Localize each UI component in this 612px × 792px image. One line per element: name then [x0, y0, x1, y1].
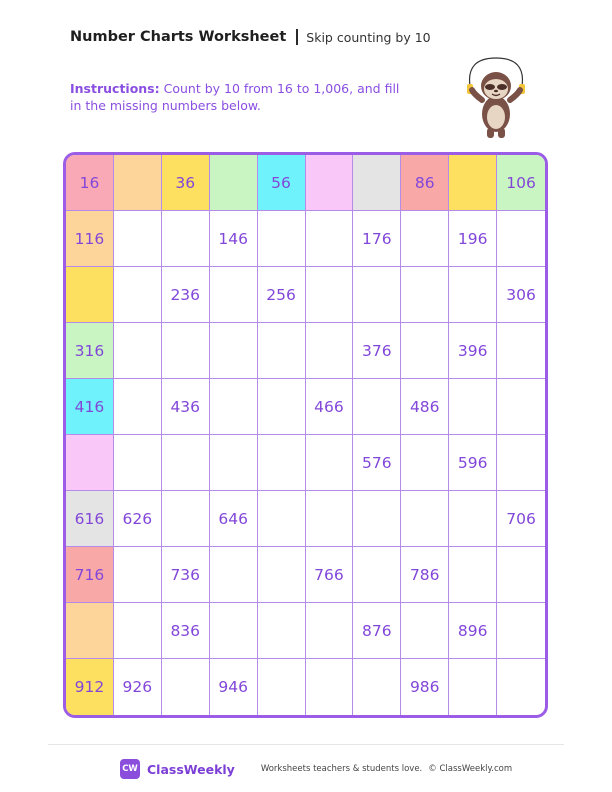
- grid-cell[interactable]: [258, 491, 306, 547]
- grid-cell[interactable]: [306, 155, 354, 211]
- grid-cell[interactable]: [114, 155, 162, 211]
- footer: [120, 758, 512, 780]
- worksheet-header: [70, 26, 431, 48]
- grid-cell: 896: [449, 603, 497, 659]
- grid-cell[interactable]: [497, 603, 545, 659]
- grid-cell[interactable]: [114, 547, 162, 603]
- grid-cell[interactable]: [497, 547, 545, 603]
- grid-cell[interactable]: [353, 155, 401, 211]
- grid-cell[interactable]: [66, 603, 114, 659]
- grid-cell[interactable]: [210, 155, 258, 211]
- grid-cell: 116: [66, 211, 114, 267]
- grid-cell[interactable]: [401, 603, 449, 659]
- grid-cell[interactable]: [497, 323, 545, 379]
- instructions-label: Instructions:: [70, 81, 160, 96]
- grid-cell[interactable]: [449, 267, 497, 323]
- grid-cell[interactable]: [210, 603, 258, 659]
- grid-cell: 376: [353, 323, 401, 379]
- grid-cell[interactable]: [66, 267, 114, 323]
- grid-cell[interactable]: [449, 547, 497, 603]
- grid-cell[interactable]: [306, 211, 354, 267]
- grid-cell[interactable]: [114, 211, 162, 267]
- grid-cell[interactable]: [258, 547, 306, 603]
- grid-cell[interactable]: [258, 435, 306, 491]
- grid-cell[interactable]: [258, 659, 306, 715]
- grid-cell[interactable]: [210, 379, 258, 435]
- grid-cell[interactable]: [114, 379, 162, 435]
- grid-cell[interactable]: [353, 267, 401, 323]
- footer-tagline: Worksheets teachers & students love.: [260, 764, 423, 774]
- grid-cell[interactable]: [449, 659, 497, 715]
- grid-cell[interactable]: [114, 603, 162, 659]
- grid-cell: 596: [449, 435, 497, 491]
- grid-cell[interactable]: [210, 267, 258, 323]
- grid-cell: 786: [401, 547, 449, 603]
- grid-cell[interactable]: [210, 323, 258, 379]
- title-separator: [296, 29, 298, 45]
- grid-cell[interactable]: [497, 211, 545, 267]
- grid-cell: 146: [210, 211, 258, 267]
- grid-cell[interactable]: [210, 547, 258, 603]
- number-chart-grid: [63, 152, 548, 718]
- grid-cell[interactable]: [66, 435, 114, 491]
- grid-cell: 706: [497, 491, 545, 547]
- footer-divider: [48, 744, 564, 745]
- grid-cell: 876: [353, 603, 401, 659]
- grid-cell: 926: [114, 659, 162, 715]
- grid-cell[interactable]: [449, 491, 497, 547]
- grid-cell: 396: [449, 323, 497, 379]
- grid-cell[interactable]: [114, 435, 162, 491]
- grid-cell: 416: [66, 379, 114, 435]
- instructions: [70, 80, 400, 114]
- grid-cell: 766: [306, 547, 354, 603]
- grid-cell[interactable]: [306, 323, 354, 379]
- grid-cell[interactable]: [306, 435, 354, 491]
- grid-cell: 626: [114, 491, 162, 547]
- grid-cell: 486: [401, 379, 449, 435]
- grid-cell: 576: [353, 435, 401, 491]
- brand-name: ClassWeekly: [147, 761, 235, 777]
- grid-cell[interactable]: [353, 491, 401, 547]
- grid-cell[interactable]: [258, 379, 306, 435]
- grid-cell[interactable]: [449, 155, 497, 211]
- grid-cell: 466: [306, 379, 354, 435]
- grid-cell[interactable]: [162, 435, 210, 491]
- grid-cell: 106: [497, 155, 545, 211]
- grid-cell[interactable]: [306, 491, 354, 547]
- sloth-jump-rope-icon: [460, 56, 532, 140]
- grid-cell: 986: [401, 659, 449, 715]
- grid-cell[interactable]: [162, 659, 210, 715]
- grid-cell[interactable]: [497, 435, 545, 491]
- grid-cell[interactable]: [306, 659, 354, 715]
- worksheet-title: Number Charts Worksheet: [70, 29, 287, 45]
- grid-cell: 36: [162, 155, 210, 211]
- grid-cell: 836: [162, 603, 210, 659]
- grid-cell[interactable]: [401, 323, 449, 379]
- grid-cell[interactable]: [162, 323, 210, 379]
- grid-cell: 196: [449, 211, 497, 267]
- grid-cell: 736: [162, 547, 210, 603]
- grid-cell[interactable]: [114, 323, 162, 379]
- grid-cell[interactable]: [114, 267, 162, 323]
- grid-cell: 256: [258, 267, 306, 323]
- grid-cell[interactable]: [449, 379, 497, 435]
- grid-cell[interactable]: [401, 267, 449, 323]
- grid-cell[interactable]: [258, 211, 306, 267]
- instructions-text: Count by 10 from 16 to 1,006, and fill in the missing numbers below.: [70, 81, 400, 113]
- grid-cell[interactable]: [210, 435, 258, 491]
- grid-cell[interactable]: [497, 379, 545, 435]
- grid-cell[interactable]: [306, 267, 354, 323]
- grid-cell: 616: [66, 491, 114, 547]
- classweekly-logo: CW: [120, 759, 140, 779]
- grid-cell[interactable]: [401, 435, 449, 491]
- grid-cell: 176: [353, 211, 401, 267]
- grid-cell: 436: [162, 379, 210, 435]
- grid-cell[interactable]: [353, 379, 401, 435]
- grid-cell: 86: [401, 155, 449, 211]
- grid-cell: 646: [210, 491, 258, 547]
- grid-cell[interactable]: [258, 603, 306, 659]
- grid-cell: 716: [66, 547, 114, 603]
- grid-cell[interactable]: [353, 659, 401, 715]
- grid-cell[interactable]: [258, 323, 306, 379]
- grid-cell[interactable]: [162, 491, 210, 547]
- grid-cell: 316: [66, 323, 114, 379]
- grid-cell: 56: [258, 155, 306, 211]
- grid-cell[interactable]: [353, 547, 401, 603]
- grid-cell: 16: [66, 155, 114, 211]
- grid-cell: 236: [162, 267, 210, 323]
- grid-cell[interactable]: [401, 491, 449, 547]
- grid-cell[interactable]: [162, 211, 210, 267]
- footer-copyright: © ClassWeekly.com: [428, 764, 513, 774]
- worksheet-subtitle: Skip counting by 10: [306, 29, 431, 45]
- grid-cell[interactable]: [497, 659, 545, 715]
- grid-cell[interactable]: [401, 211, 449, 267]
- grid-cell: 946: [210, 659, 258, 715]
- grid-cell: 912: [66, 659, 114, 715]
- grid-cell: 306: [497, 267, 545, 323]
- grid-cell[interactable]: [306, 603, 354, 659]
